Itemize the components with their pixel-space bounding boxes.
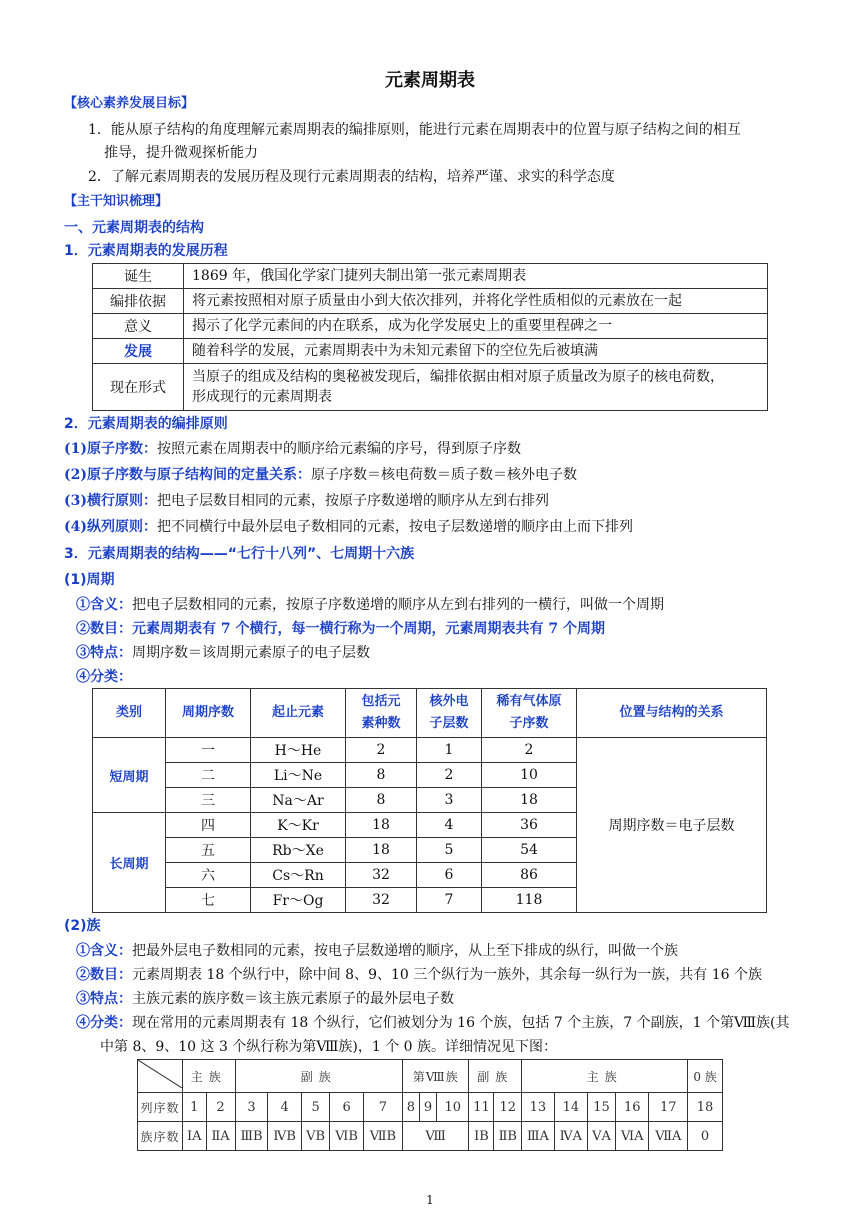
table-cell: 0 (688, 1122, 723, 1151)
knowledge-heading: 【主干知识梳理】 (64, 194, 169, 209)
table-cell: 随着科学的发展，元素周期表中为未知元素留下的空位先后被填满 (184, 339, 768, 364)
table-cell: ⅢB (235, 1122, 268, 1151)
table-cell: 4 (268, 1093, 301, 1122)
header-cell (417, 689, 482, 738)
group-table (137, 1059, 723, 1151)
rule-text: 原子序数＝核电荷数＝质子数＝核外电子数 (311, 467, 577, 483)
table-cell: 二 (166, 763, 251, 788)
line-text: 把电子层数相同的元素，按原子序数递增的顺序从左到右排列的一横行，叫做一个周期 (132, 597, 664, 613)
table-cell: 将元素按照相对原子质量由小到大依次排列，并将化学性质相似的元素放在一起 (184, 289, 768, 314)
table-cell: 8 (346, 788, 417, 813)
group-type-cell: 0 族 (688, 1060, 723, 1093)
table-cell: 8 (346, 763, 417, 788)
category-cell: 短周期 (93, 738, 166, 813)
table-header-row (93, 689, 767, 738)
table-cell: 3 (417, 788, 482, 813)
group-heading: (2)族 (64, 918, 101, 934)
table-cell: ⅡB (494, 1122, 522, 1151)
header-cell: 周期序数 (166, 689, 251, 738)
table-cell: ⅣA (554, 1122, 587, 1151)
group-type-cell: 第Ⅷ族 (402, 1060, 469, 1093)
cell-line: 当原子的组成及结构的奥秘被发现后，编排依据由相对原子质量改为原子的核电荷数， (192, 369, 724, 385)
table-cell: ⅤB (301, 1122, 329, 1151)
rule-3 (64, 492, 549, 510)
table-cell: 1 (417, 738, 482, 763)
table-cell: 18 (688, 1093, 723, 1122)
rule-4 (64, 518, 633, 536)
table-cell: 发展 (93, 339, 184, 364)
subsection-heading-3: 3．元素周期表的结构——“七行十八列”、七周期十六族 (64, 546, 415, 562)
group-type-cell: 副族 (469, 1060, 522, 1093)
group-type-cell: 主族 (183, 1060, 236, 1093)
table-cell: 编排依据 (93, 289, 184, 314)
table-cell: 10 (482, 763, 577, 788)
table-cell: 9 (419, 1093, 436, 1122)
table-cell: 揭示了化学元素间的内在联系，成为化学发展史上的重要里程碑之一 (184, 314, 768, 339)
table-cell: 现在形式 (93, 364, 184, 411)
table-row (93, 738, 767, 763)
line-text: 周期序数＝该周期元素原子的电子层数 (132, 645, 370, 661)
table-row (93, 339, 768, 364)
period-line-2: ②数目：元素周期表有 7 个横行，每一横行称为一个周期，元素周期表共有 7 个周期 (76, 621, 605, 637)
table-cell: 五 (166, 838, 251, 863)
header-line: 稀有气体原 (496, 694, 562, 709)
table-cell: 15 (587, 1093, 615, 1122)
period-heading: (1)周期 (64, 572, 115, 588)
table-cell: K～Kr (251, 813, 346, 838)
line-label: ④分类： (76, 1015, 132, 1031)
table-cell: 18 (482, 788, 577, 813)
table-cell: 10 (437, 1093, 469, 1122)
table-cell: 4 (417, 813, 482, 838)
table-cell: 13 (522, 1093, 555, 1122)
table-cell: 六 (166, 863, 251, 888)
table-cell: 8 (402, 1093, 419, 1122)
header-line: 子层数 (429, 716, 469, 731)
table-cell: Rb～Xe (251, 838, 346, 863)
rule-1 (64, 440, 521, 458)
table-cell: ⅥB (330, 1122, 364, 1151)
line-label: ①含义： (76, 597, 132, 613)
header-cell: 类别 (93, 689, 166, 738)
table-cell: 86 (482, 863, 577, 888)
history-table (92, 263, 768, 411)
line-label: ②数目： (76, 967, 132, 983)
header-line: 素种数 (361, 716, 401, 731)
rule-text: 把电子层数目相同的元素，按原子序数递增的顺序从左到右排列 (157, 493, 549, 509)
cell-line: 形成现行的元素周期表 (192, 389, 332, 405)
table-cell: ⅣB (268, 1122, 301, 1151)
core-goals-heading: 【核心素养发展目标】 (64, 96, 195, 111)
rule-label: (3)横行原则： (64, 493, 157, 509)
table-cell: 17 (649, 1093, 688, 1122)
table-cell: 7 (417, 888, 482, 913)
group-line-1 (76, 942, 678, 960)
table-cell: Fr～Og (251, 888, 346, 913)
category-cell: 长周期 (93, 813, 166, 913)
group-type-cell: 主族 (522, 1060, 688, 1093)
table-cell: 诞生 (93, 264, 184, 289)
table-cell (184, 364, 768, 411)
group-line-4-cont: 中第 8、9、10 这 3 个纵行称为第Ⅷ族)，1 个 0 族。详细情况见下图： (100, 1039, 558, 1055)
group-type-cell: 副族 (235, 1060, 402, 1093)
header-line: 包括元 (361, 694, 401, 709)
table-row (93, 314, 768, 339)
table-row (138, 1093, 723, 1122)
table-cell: ⅦA (649, 1122, 688, 1151)
section-heading-1: 一、元素周期表的结构 (64, 220, 204, 236)
table-cell: 6 (417, 863, 482, 888)
table-cell: Cs～Rn (251, 863, 346, 888)
period-line-1 (76, 596, 664, 614)
table-cell: 32 (346, 863, 417, 888)
table-row (93, 364, 768, 411)
table-row (138, 1122, 723, 1151)
page-number: 1 (426, 1193, 434, 1207)
line-text: 元素周期表 18 个纵行中，除中间 8、9、10 三个纵行为一族外，其余每一纵行为一族，共有 16 个族 (132, 967, 762, 983)
table-cell: 12 (494, 1093, 522, 1122)
table-cell: 2 (417, 763, 482, 788)
table-cell: 意义 (93, 314, 184, 339)
table-cell: 5 (417, 838, 482, 863)
table-cell: 1869 年，俄国化学家门捷列夫制出第一张元素周期表 (184, 264, 768, 289)
table-cell: Li～Ne (251, 763, 346, 788)
table-cell: 2 (346, 738, 417, 763)
table-cell: Na～Ar (251, 788, 346, 813)
page-title: 元素周期表 (385, 70, 475, 91)
table-cell: ⅠA (183, 1122, 207, 1151)
table-cell: 七 (166, 888, 251, 913)
table-cell: 36 (482, 813, 577, 838)
table-cell: 18 (346, 838, 417, 863)
table-cell: 16 (616, 1093, 649, 1122)
group-line-2 (76, 966, 762, 984)
table-cell: 1 (183, 1093, 207, 1122)
header-cell (482, 689, 577, 738)
table-cell: 5 (301, 1093, 329, 1122)
table-cell: 118 (482, 888, 577, 913)
table-cell: 2 (206, 1093, 235, 1122)
table-cell: 18 (346, 813, 417, 838)
line-label: ③特点： (76, 645, 132, 661)
line-text: 现在常用的元素周期表有 18 个纵行，它们被划分为 16 个族，包括 7 个主族，7 个副族，1 个第Ⅷ族(其 (132, 1015, 790, 1031)
table-cell: 14 (554, 1093, 587, 1122)
table-cell: ⅦB (363, 1122, 402, 1151)
relation-cell: 周期序数＝电子层数 (577, 738, 767, 913)
row-label-cell: 族序数 (138, 1122, 183, 1151)
line-label: ③特点： (76, 991, 132, 1007)
rule-text: 按照元素在周期表中的顺序给元素编的序号，得到原子序数 (157, 441, 521, 457)
table-row (93, 289, 768, 314)
line-label: ①含义： (76, 943, 132, 959)
goal-item-2: 2．了解元素周期表的发展历程及现行元素周期表的结构，培养严谨、求实的科学态度 (88, 169, 615, 185)
subsection-heading-1: 1．元素周期表的发展历程 (64, 243, 228, 259)
table-cell: 3 (235, 1093, 268, 1122)
table-cell: 三 (166, 788, 251, 813)
header-cell: 位置与结构的关系 (577, 689, 767, 738)
rule-label: (4)纵列原则： (64, 519, 157, 535)
table-cell: ⅢA (522, 1122, 555, 1151)
row-label-cell: 列序数 (138, 1093, 183, 1122)
period-line-4: ④分类： (76, 669, 132, 685)
table-row (138, 1060, 723, 1093)
table-cell: 11 (469, 1093, 494, 1122)
table-cell: 7 (363, 1093, 402, 1122)
rule-2 (64, 466, 577, 484)
table-cell: 一 (166, 738, 251, 763)
table-cell: 32 (346, 888, 417, 913)
rule-label: (2)原子序数与原子结构间的定量关系： (64, 467, 311, 483)
header-cell: 起止元素 (251, 689, 346, 738)
period-line-3 (76, 644, 370, 662)
goal-item-1-cont: 推导，提升微观探析能力 (104, 145, 258, 161)
header-cell (346, 689, 417, 738)
table-cell: ⅠB (469, 1122, 494, 1151)
table-cell: Ⅷ (402, 1122, 469, 1151)
group-line-3 (76, 990, 454, 1008)
line-text: 主族元素的族序数＝该主族元素原子的最外层电子数 (132, 991, 454, 1007)
period-table (92, 688, 767, 913)
line-text: 把最外层电子数相同的元素，按电子层数递增的顺序，从上至下排成的纵行，叫做一个族 (132, 943, 678, 959)
table-cell: ⅡA (206, 1122, 235, 1151)
subsection-heading-2: 2．元素周期表的编排原则 (64, 416, 228, 432)
table-cell: 54 (482, 838, 577, 863)
table-cell: 2 (482, 738, 577, 763)
table-row (93, 264, 768, 289)
group-line-4 (76, 1014, 789, 1032)
header-line: 核外电 (429, 694, 469, 709)
table-cell: ⅥA (616, 1122, 649, 1151)
corner-cell (138, 1060, 183, 1093)
table-cell: 四 (166, 813, 251, 838)
table-cell: ⅤA (587, 1122, 615, 1151)
table-cell: H～He (251, 738, 346, 763)
header-line: 子序数 (509, 716, 549, 731)
goal-item-1: 1．能从原子结构的角度理解元素周期表的编排原则，能进行元素在周期表中的位置与原子结构之间的相互 (88, 122, 741, 138)
table-cell: 6 (330, 1093, 364, 1122)
rule-label: (1)原子序数： (64, 441, 157, 457)
rule-text: 把不同横行中最外层电子数相同的元素，按电子层数递增的顺序由上而下排列 (157, 519, 633, 535)
diagonal-line (138, 1060, 182, 1088)
